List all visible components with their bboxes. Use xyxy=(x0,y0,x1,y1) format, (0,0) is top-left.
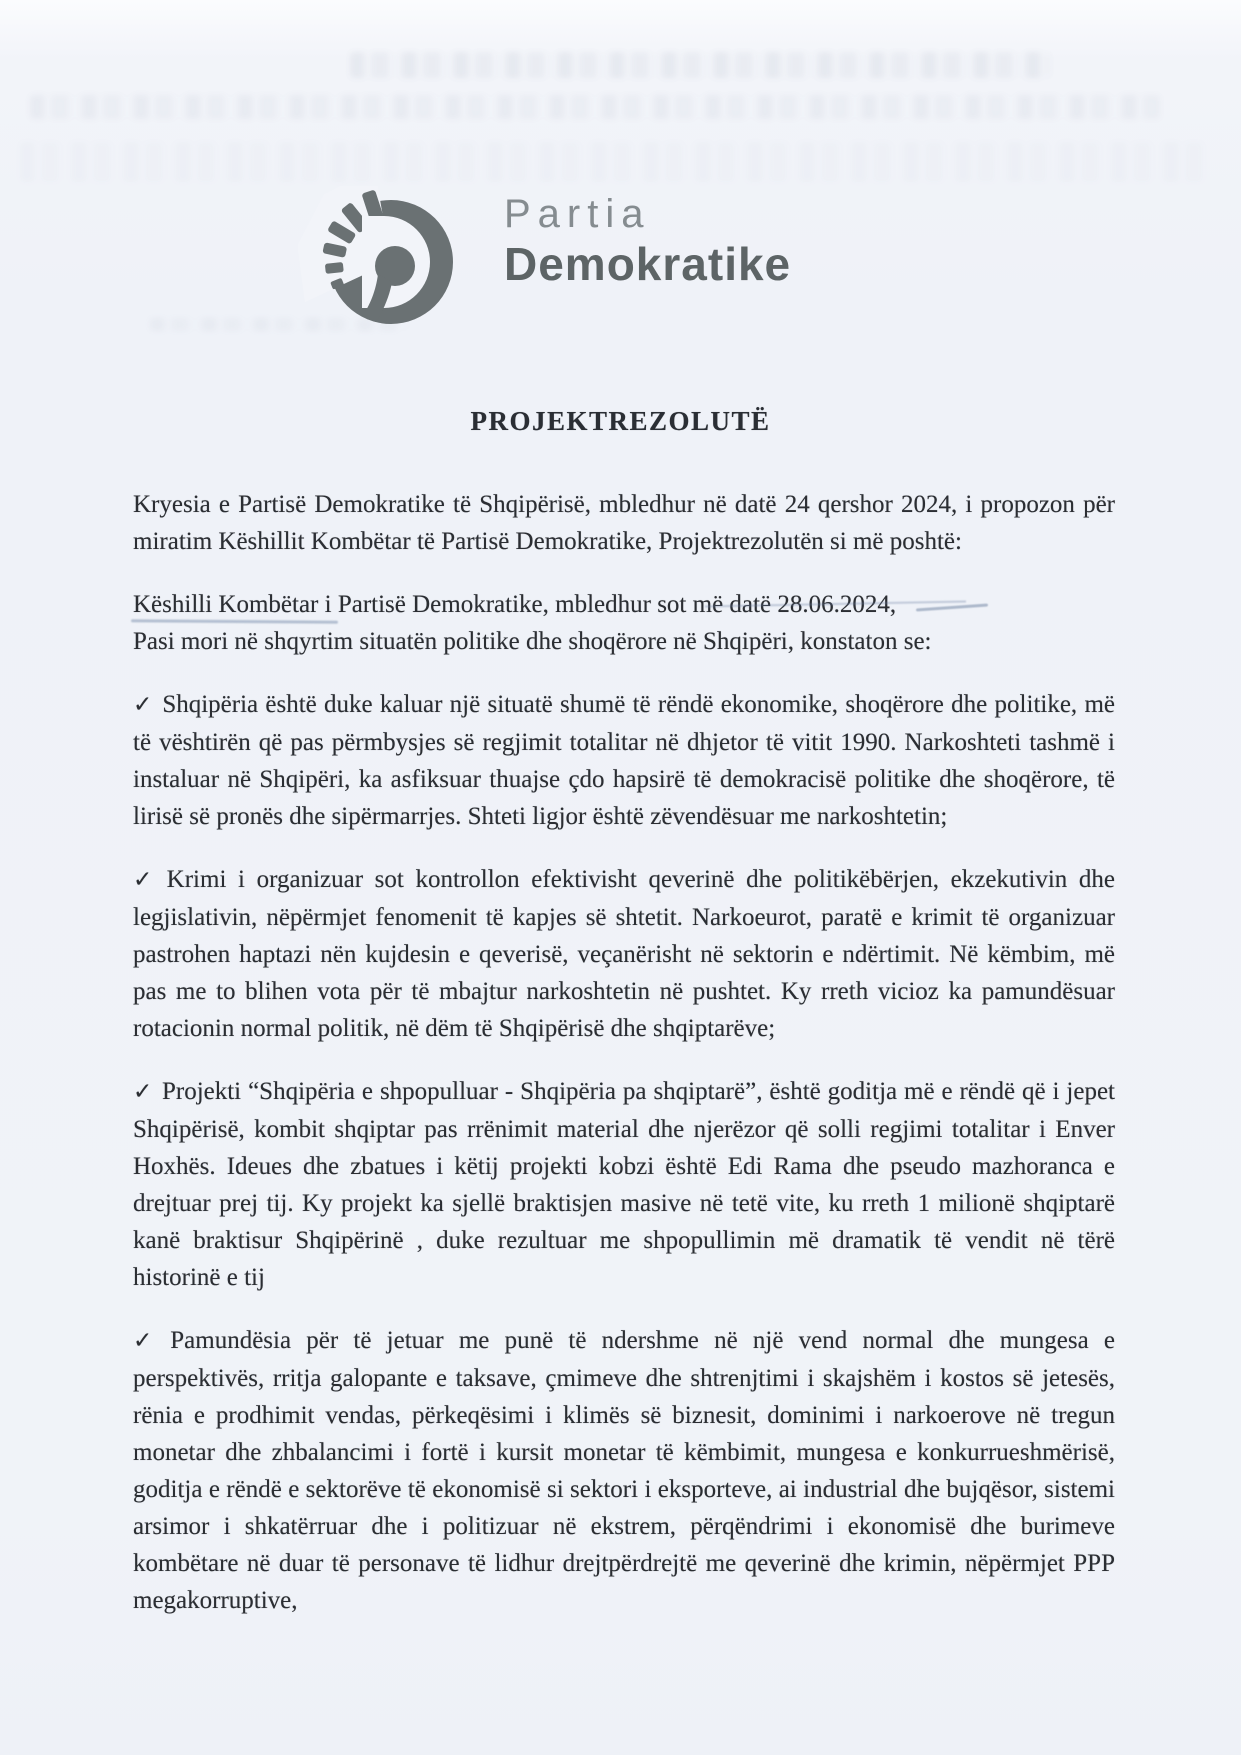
document-title: PROJEKTREZOLUTË xyxy=(470,406,771,436)
resolution-point-4 xyxy=(133,1322,1115,1619)
council-line2-text: Pasi mori në shqyrtim situatën politike dhe shoqërore në Shqipëri, konstaton se: xyxy=(133,628,932,655)
resolution-point-4-text: Pamundësia për të jetuar me punë të ndershme në një vend normal dhe mungesa e perspektivës, rritja galopante e taksave, çmimeve dhe shtrenjtimi i skajshëm i kostos së jetesës, rënia e prodhimit vendas, përkeqësimi i klimës së biznesit, dominimi i narkoerove në tregun monetar dhe zhbalancimi i fortë i kursit monetar të këmbimit, mungesa e konkurrueshmërisë, goditja e rëndë e sektorëve të ekonomisë si sektori i eksporteve, ai industrial dhe bujqësor, sistemi arsimor i shkatërruar dhe i politizuar në ekstrem, përqëndrimi i ekonomisë dhe burimeve kombëtare në duar të personave të lidhur drejtpërdrejtë me qeverinë dhe krimin, nëpërmjet PPP megakorruptive, xyxy=(133,1327,1115,1614)
resolution-point-3 xyxy=(133,1073,1115,1296)
logo-wordmark xyxy=(504,186,791,291)
checkmark-icon: ✓ xyxy=(133,867,158,893)
logo-text-partia: Partia xyxy=(504,192,651,236)
resolution-point-1-text: Shqipëria është duke kaluar një situatë shumë të rëndë ekonomike, shoqërore dhe politike, më të vështirën që pas përmbysjes së regjimit totalitar në dhjetor të vitit 1990. Narkoshteti tashmë i instaluar në Shqipëri, ka asfiksuar thuajse çdo hapsirë të demokracisë politike dhe shoqërore, të lirisë së pronës dhe sipërmarrjes. Shteti ligjor është zëvendësuar me narkoshtetin; xyxy=(133,691,1115,830)
logo-text-demokratike: Demokratike xyxy=(504,238,792,290)
resolution-point-1 xyxy=(133,686,1115,835)
pd-logo-icon xyxy=(298,186,466,334)
bleedthrough-artifact xyxy=(20,142,1210,182)
resolution-point-2 xyxy=(133,861,1115,1047)
checkmark-icon: ✓ xyxy=(133,1079,153,1105)
checkmark-icon: ✓ xyxy=(133,1328,162,1354)
document-body xyxy=(133,486,1115,1645)
resolution-point-2-text: Krimi i organizuar sot kontrollon efektivisht qeverinë dhe politikëbërjen, ekzekutivin dhe legjislativin, nëpërmjet fenomenit të kapjes së shtetit. Narkoeurot, paratë e krimit të organizuar pastrohen haptazi nën kujdesin e qeverisë, veçanërisht në sektorin e ndërtimit. Në këmbim, më pas me to blihen vota për të mbajtur narkoshtetin në pushtet. Ky rreth vicioz ka pamundësuar rotacionin normal politik, në dëm të Shqipërisë dhe shqiptarëve; xyxy=(133,866,1115,1042)
party-logo xyxy=(298,186,791,334)
resolution-point-3-text: Projekti “Shqipëria e shpopulluar - Shqipëria pa shqiptarë”, është goditja më e rëndë që i jepet Shqipërisë, kombit shqiptar pas rrënimit material dhe njerëzor që solli regjimi totalitar i Enver Hoxhës. Ideues dhe zbatues i këtij projekti kobzi është Edi Rama dhe pseudo mazhoranca e drejtuar prej tij. Ky projekt ka sjellë braktisjen masive në tetë vite, ku rreth 1 milionë shqiptarë kanë braktisur Shqipërinë , duke rezultuar me shpopullimin më dramatik të vendit në tërë historinë e tij xyxy=(133,1078,1115,1291)
bleedthrough-artifact xyxy=(30,95,1160,119)
council-underlined-text: Këshilli Kombëtar xyxy=(133,591,319,618)
bleedthrough-artifact xyxy=(350,52,1050,78)
intro-paragraph: Kryesia e Partisë Demokratike të Shqipërisë, mbledhur në datë 24 qershor 2024, i propozon për miratim Këshillit Kombëtar të Partisë Demokratike, Projektrezolutën si më poshtë: xyxy=(133,491,1115,555)
council-paragraph xyxy=(133,586,1115,660)
council-line1-text: i Partisë Demokratike, mbledhur sot më datë xyxy=(318,591,778,618)
council-date: 28.06.2024, xyxy=(777,591,897,618)
checkmark-icon: ✓ xyxy=(133,692,154,718)
